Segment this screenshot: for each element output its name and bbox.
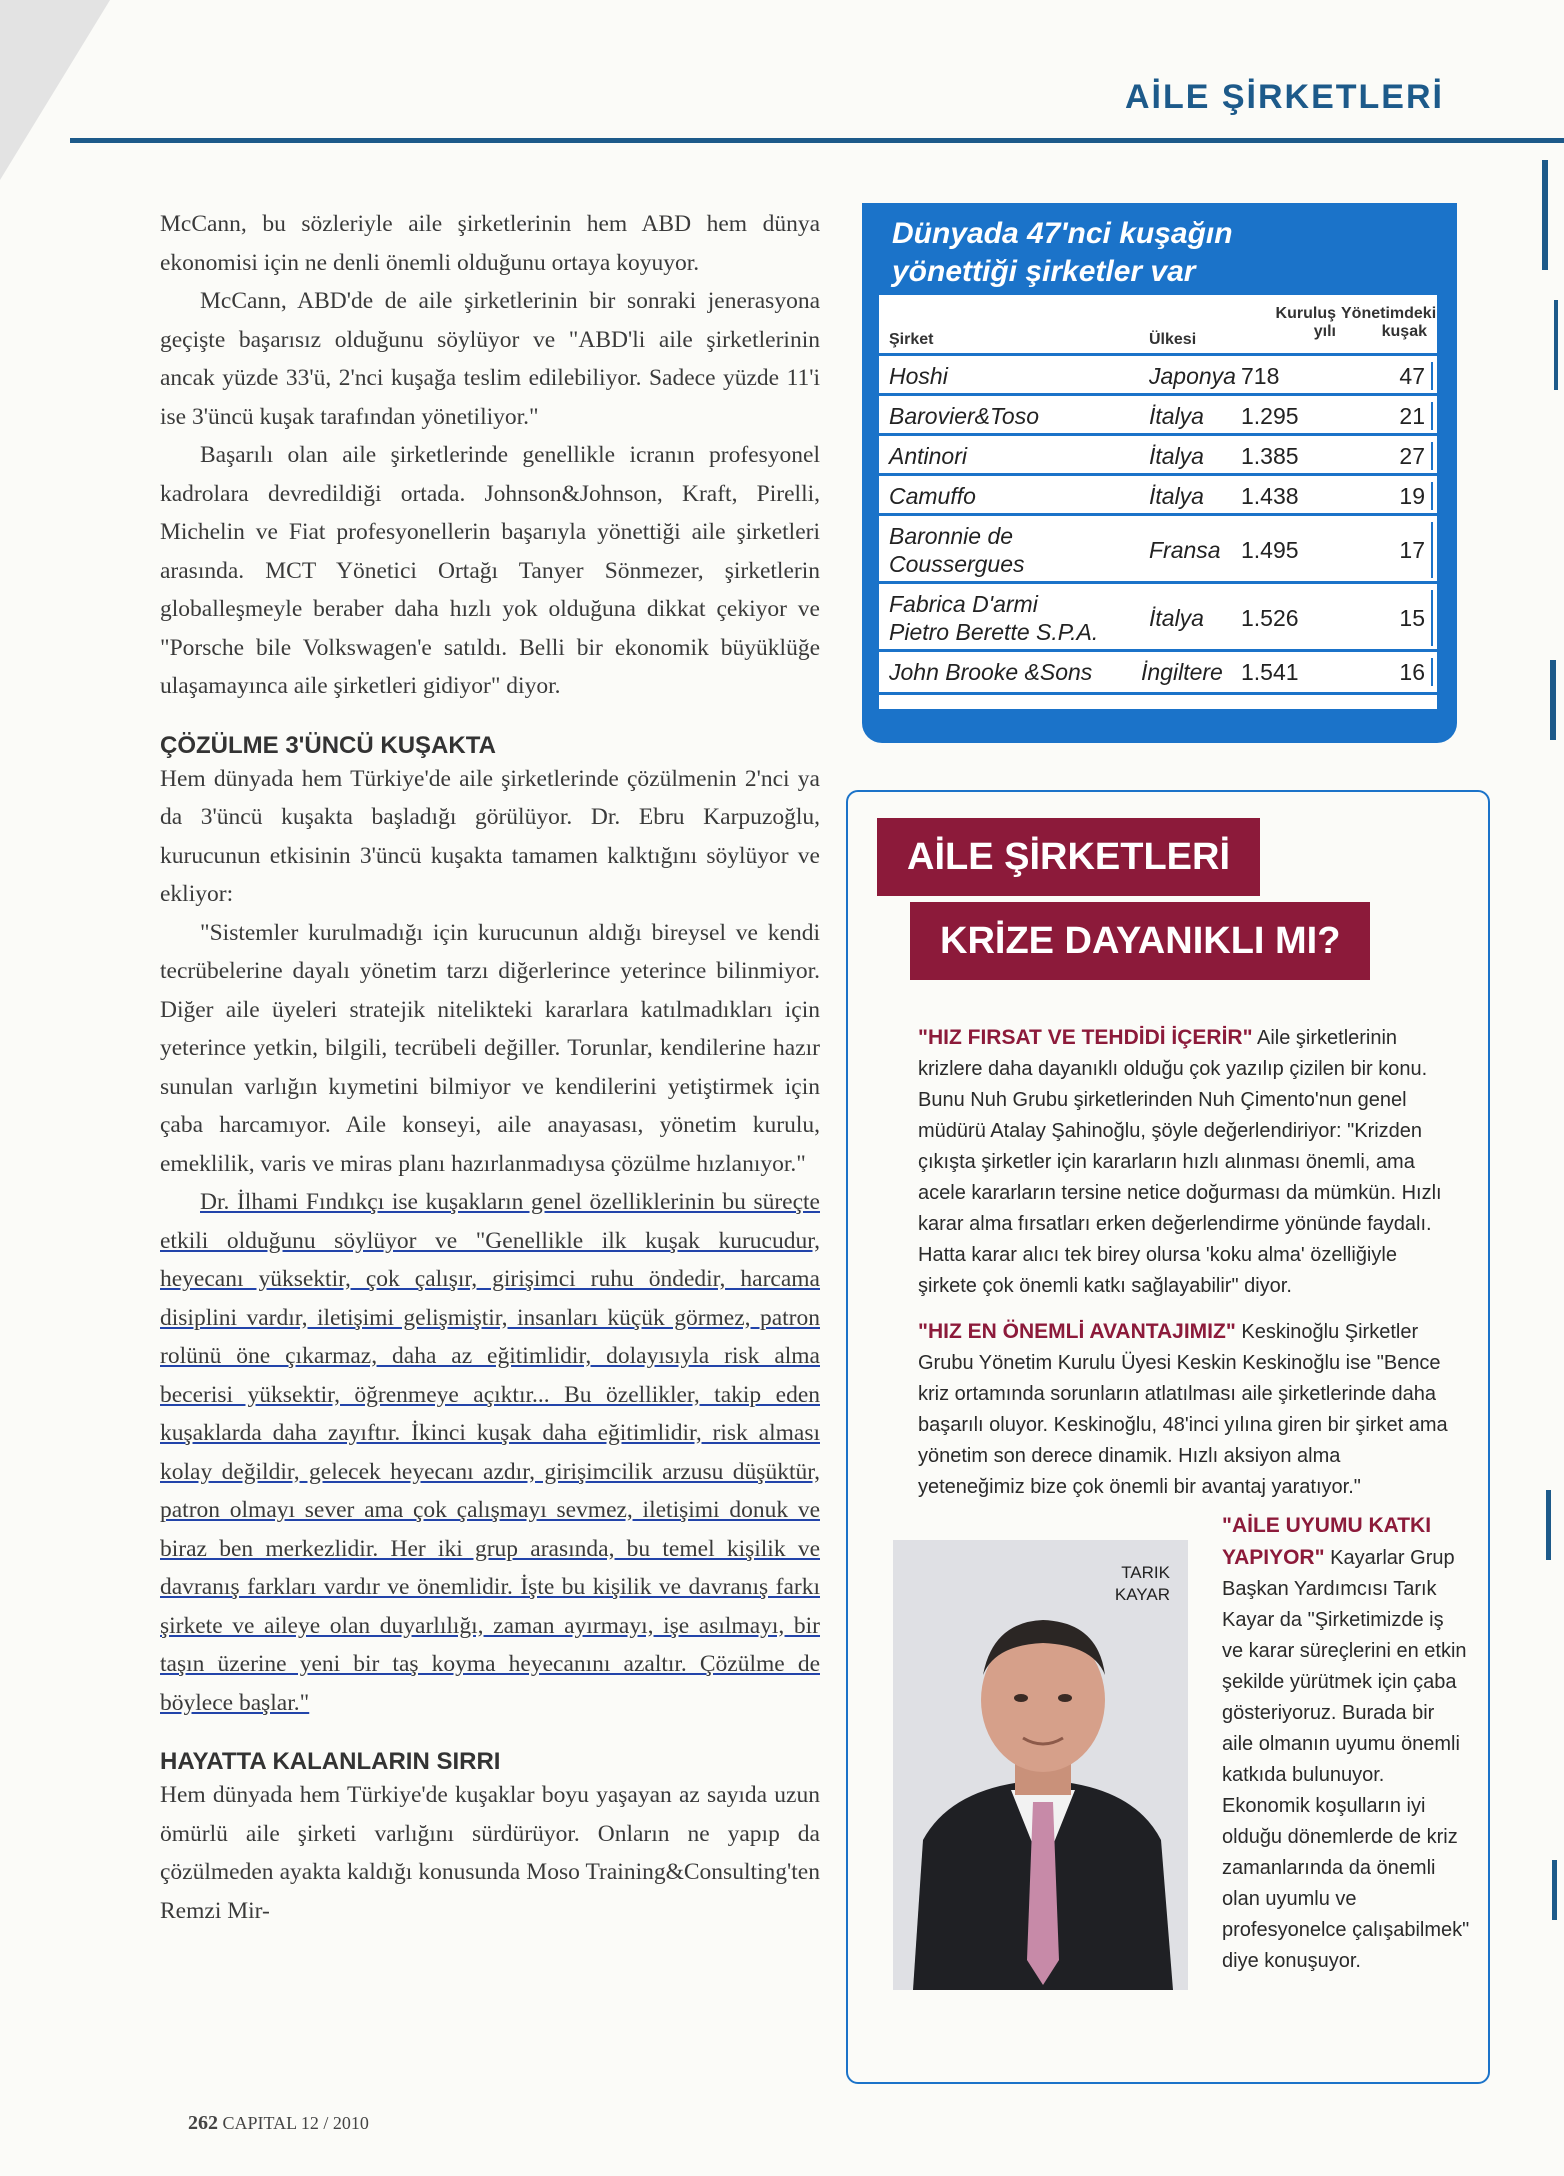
page-footer bbox=[188, 2112, 369, 2135]
company-table bbox=[879, 295, 1437, 709]
cell-generation: 15 bbox=[1399, 604, 1425, 631]
cell-company-line-1: Baronnie de bbox=[889, 523, 1014, 549]
header-company: Şirket bbox=[889, 331, 934, 348]
sidebar-lead-2: "HIZ EN ÖNEMLİ AVANTAJIMIZ" bbox=[918, 1320, 1236, 1343]
sidebar-lead-1: "HIZ FIRSAT VE TEHDİDİ İÇERİR" bbox=[918, 1026, 1253, 1049]
cell-year: 1.495 bbox=[1241, 536, 1299, 563]
cell-year: 718 bbox=[1241, 362, 1280, 389]
photo-caption-line-2: KAYAR bbox=[1114, 1585, 1170, 1604]
row-edge bbox=[1431, 362, 1433, 390]
paragraph-3: Başarılı olan aile şirketlerinde genellikle icranın profesyonel kadrolara devredildiği ortada. Johnson&Johnson, Kraft, Pirelli, Michelin ve Fiat profesyonellerin başarıyla yönettiği aile şirketleri arasında. MCT Yönetici Ortağı Tanyer Sönmezer, şirketlerin globalleşmeyle beraber daha hızlı yok olduğuna dikkat çekiyor ve "Porsche bile Volkswagen'e satıldı. Belli bir ekonomik büyüklüğe ulaşamayınca aile şirketleri gidiyor" diyor. bbox=[160, 442, 820, 699]
header-founded-line-1: Kuruluş bbox=[1275, 305, 1336, 322]
cell-generation: 21 bbox=[1399, 402, 1425, 429]
table-row bbox=[879, 393, 1437, 436]
photo-caption bbox=[1115, 1562, 1170, 1606]
cell-company bbox=[889, 522, 1025, 578]
table-title-line-1: Dünyada 47'nci kuşağın bbox=[892, 217, 1233, 250]
header-generation bbox=[1341, 305, 1437, 341]
table-row bbox=[879, 649, 1437, 695]
header-generation-line-1: Yönetimdeki bbox=[1341, 305, 1437, 322]
cell-company: Camuffo bbox=[889, 482, 976, 509]
magazine-issue: CAPITAL 12 / 2010 bbox=[222, 2113, 369, 2133]
sidebar-banner-2: KRİZE DAYANIKLI MI? bbox=[910, 902, 1370, 980]
paragraph-5-quote: "Sistemler kurulmadığı için kurucunun aldığı bireysel ve kendi tecrübelerine dayalı yönetim tarzı diğerlerince yeterince bilinmiyor. Diğer aile üyeleri stratejik nitelikteki kararlara katılmadıkları için yeterince yetkin, bilgili, tecrübeli değiller. Torunlar, kendilerine hazır sunulan varlığın kıymetini bilmiyor ve kendilerini yetiştirmek için çaba harcamıyor. Aile konseyi, aile anayasası, yönetim kurulu, emeklilik, varis ve miras planı hazırlanmadıysa çözülme hızlanıyor." bbox=[160, 919, 820, 1177]
header-rule bbox=[70, 138, 1564, 143]
subheading-cozulme: ÇÖZÜLME 3'ÜNCÜ KUŞAKTA bbox=[160, 731, 496, 759]
table-row bbox=[879, 581, 1437, 652]
cell-country: İtalya bbox=[1149, 442, 1204, 469]
cell-year: 1.295 bbox=[1241, 402, 1299, 429]
cell-generation: 16 bbox=[1399, 658, 1425, 685]
table-row bbox=[879, 473, 1437, 516]
portrait-photo bbox=[893, 1540, 1188, 1990]
header-country: Ülkesi bbox=[1149, 331, 1197, 348]
sidebar-banner-1: AİLE ŞİRKETLERİ bbox=[877, 818, 1260, 896]
cell-country: Japonya bbox=[1149, 362, 1236, 389]
cell-company: Antinori bbox=[889, 442, 967, 469]
sidebar-section-1 bbox=[918, 1022, 1448, 1302]
paragraph-6-underlined: Dr. İlhami Fındıkçı ise kuşakların genel özelliklerinin bu süreçte etkili olduğunu söylüyor ve "Genellikle ilk kuşak kurucudur, heyecanı yüksektir, çok çalışır, girişimci ruhu öndedir, harcama disiplini vardır, iletişimi gelişmiştir, insanları küçük görmez, patron rolünü öne çıkarmaz, daha az eğitimlidir, dolayısıyla risk alma becerisi yüksektir, öğrenmeye açıktır... Bu özellikler, takip eden kuşaklarda daha zayıftır. İkinci kuşak daha eğitimlidir, risk alması kolay değildir, gelecek heyecanı azdır, girişimcilik arzusu düşüktür, patron olmayı sever ama çok çalışmayı sevmez, iletişimi donuk ve biraz ben merkezlidir. Her iki grup arasında, bu temel kişilik ve davranış farkları vardır ve önemlidir. İşte bu kişilik ve davranış farkı şirkete ve aileye olan duyarlılığı, zaman ayırmayı, işe asılmayı, bir taşın üzerine yeni bir taş koyma heyecanını azaltır. Çözülme de böylece başlar." bbox=[160, 1189, 820, 1716]
cell-country: İtalya bbox=[1149, 482, 1204, 509]
sidebar-text-1: Aile şirketlerinin krizlere daha dayanıklı olduğu çok yazılıp çizilen bir konu. Bunu Nuh Grubu şirketlerinden Nuh Çimento'nun genel müdürü Atalay Şahinoğlu, şöyle değerlendiriyor: "Krizden çıkışta şirketler için kararların hızlı alınması önemli, ama acele kararların tersine netice doğurması da mümkün. Hızlı karar alma fırsatları erken değerlendirme yönünde faydalı. Hatta karar alıcı tek birey olursa 'koku alma' özelliğiyle şirkete çok önemli katkı sağlayabilir" diyor. bbox=[918, 1027, 1442, 1297]
header-founded-line-2: yılı bbox=[1313, 323, 1336, 340]
table-title-line-2: yönettiği şirketler var bbox=[892, 255, 1196, 288]
table-row bbox=[879, 433, 1437, 476]
portrait-illustration bbox=[893, 1540, 1188, 1990]
sidebar-section-2 bbox=[918, 1316, 1448, 1503]
article-left-column bbox=[160, 205, 820, 1930]
adjacent-page-edge bbox=[1536, 140, 1564, 1940]
table-title bbox=[892, 215, 1233, 291]
cell-year: 1.526 bbox=[1241, 604, 1299, 631]
paragraph-2: McCann, ABD'de de aile şirketlerinin bir sonraki jenerasyona geçişte başarısız olduğunu söylüyor ve "ABD'li aile şirketlerinin ancak yüzde 33'ü, 2'nci kuşağa teslim edilebiliyor. Sadece yüzde 11'i ise 3'üncü kuşak tarafından yönetiliyor." bbox=[160, 288, 820, 430]
table-box bbox=[862, 203, 1457, 743]
sidebar-text-3: Kayarlar Grup Başkan Yardımcısı Tarık Kayar da "Şirketimizde iş ve karar süreçlerini en etkin şekilde yürütmek için çaba gösteriyoruz. Burada bir aile olmanın uyumu önemli katkıda bulunuyor. Ekonomik koşulların iyi olduğu dönemlerde de kriz zamanlarında da önemli olan uyumlu ve profesyonelce çalışabilmek" diye konuşuyor. bbox=[1222, 1547, 1470, 1972]
cell-company: John Brooke &Sons bbox=[889, 658, 1093, 685]
cell-company-line-1: Fabrica D'armi bbox=[889, 591, 1038, 617]
cell-country: Fransa bbox=[1149, 536, 1221, 563]
sidebar-text-2: Keskinoğlu Şirketler Grubu Yönetim Kurulu Üyesi Keskin Keskinoğlu ise "Bence kriz ortamında sorunların atlatılması aile şirketlerinde daha başarılı oluyor. Keskinoğlu, 48'inci yılına giren bir şirket ama yönetim son derece dinamik. Hızlı aksiyon alma yeteneğimiz bize çok önemli bir avantaj yaratıyor." bbox=[918, 1321, 1448, 1498]
paragraph-7: Hem dünyada hem Türkiye'de kuşaklar boyu yaşayan az sayıda uzun ömürlü aile şirketi varlığını sürdürüyor. Onların ne yapıp da çözülmeden ayakta kaldığı konusunda Moso Training&Consulting'ten Remzi Mir- bbox=[160, 1782, 820, 1924]
subheading-hayatta: HAYATTA KALANLARIN SIRRI bbox=[160, 1748, 501, 1775]
cell-company bbox=[889, 590, 1098, 646]
row-edge bbox=[1431, 658, 1433, 686]
cell-company: Barovier&Toso bbox=[889, 402, 1040, 429]
cell-generation: 19 bbox=[1399, 482, 1425, 509]
cell-country: İngiltere bbox=[1141, 658, 1223, 685]
row-edge bbox=[1431, 442, 1433, 470]
row-edge bbox=[1431, 522, 1433, 578]
table-row bbox=[879, 353, 1437, 396]
cell-year: 1.385 bbox=[1241, 442, 1299, 469]
cell-company-line-2: Coussergues bbox=[889, 551, 1025, 577]
cell-year: 1.438 bbox=[1241, 482, 1299, 509]
cell-company: Hoshi bbox=[889, 362, 948, 389]
header-generation-line-2: kuşak bbox=[1381, 323, 1427, 340]
cell-generation: 47 bbox=[1399, 362, 1425, 389]
section-title: AİLE ŞİRKETLERİ bbox=[1124, 78, 1444, 116]
cell-company-line-2: Pietro Berette S.P.A. bbox=[889, 619, 1099, 645]
row-edge bbox=[1431, 402, 1433, 430]
paragraph-1: McCann, bu sözleriyle aile şirketlerinin hem ABD hem dünya ekonomisi için ne denli önemli olduğunu ortaya koyuyor. bbox=[160, 211, 820, 276]
table-row bbox=[879, 513, 1437, 584]
cell-country: İtalya bbox=[1149, 604, 1204, 631]
page-number: 262 bbox=[188, 2112, 218, 2134]
row-edge bbox=[1431, 482, 1433, 510]
header-founded bbox=[1266, 305, 1336, 341]
photo-caption-line-1: TARIK bbox=[1121, 1563, 1170, 1582]
cell-year: 1.541 bbox=[1241, 658, 1299, 685]
cell-generation: 27 bbox=[1399, 442, 1425, 469]
row-edge bbox=[1431, 590, 1433, 646]
sidebar-section-3 bbox=[1222, 1510, 1470, 1977]
sidebar-lead-3: "AİLE UYUMU KATKI YAPIYOR" bbox=[1222, 1514, 1432, 1569]
folded-corner bbox=[0, 0, 110, 180]
cell-generation: 17 bbox=[1399, 536, 1425, 563]
table-header bbox=[879, 295, 1437, 353]
paragraph-4: Hem dünyada hem Türkiye'de aile şirketlerinde çözülmenin 2'nci ya da 3'üncü kuşakta başladığı görülüyor. Dr. Ebru Karpuzoğlu, kurucunun etkisinin 3'üncü kuşakta tamamen kalktığını söylüyor ve ekliyor: bbox=[160, 765, 820, 907]
cell-country: İtalya bbox=[1149, 402, 1204, 429]
